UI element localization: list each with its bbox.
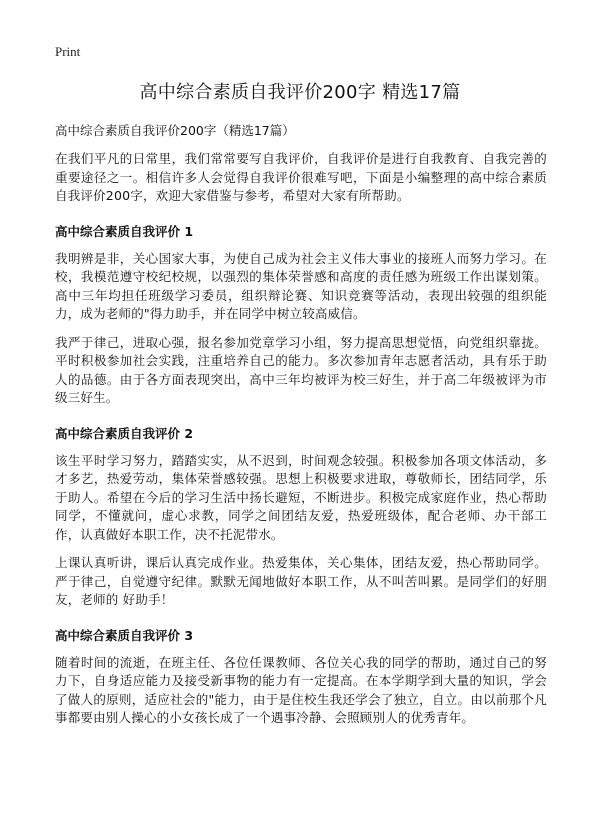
section-2-paragraph-1: 该生平时学习努力，踏踏实实，从不迟到，时间观念较强。积极参加各项文体活动，多才多艺，热爱劳动，集体荣誉感较强。思想上积极要求进取，尊敬师长，团结同学，乐于助人。希望在今后的学习生活中扬长避短，不断进步。积极完成家庭作业，热心帮助同学，不懂就问，虚心求教，同学之间团结友爱，热爱班级体，配合老师、办干部工作，认真做好本职工作，决不托泥带水。	[55, 452, 547, 542]
section-heading-2: 高中综合素质自我评价 2	[55, 425, 194, 441]
document-title: 高中综合素质自我评价200字 精选17篇	[139, 82, 461, 103]
section-1-paragraph-1: 我明辨是非，关心国家大事，为使自己成为社会主义伟大事业的接班人而努力学习。在校，我模范遵守校纪校规，以强烈的集体荣誉感和高度的责任感为班级工作出谋划策。高中三年均担任班级学习委员，组织辩论赛、知识竞赛等活动，表现出较强的组织能力，成为老师的"得力助手，并在同学中树立较高威信。	[55, 250, 547, 321]
section-heading-1: 高中综合素质自我评价 1	[55, 223, 194, 239]
intro-paragraph: 在我们平凡的日常里，我们常常要写自我评价，自我评价是进行自我教育、自我完善的重要途径之一。相信许多人会觉得自我评价很难写吧，下面是小编整理的高中综合素质自我评价200字，欢迎大家借鉴与参考，希望对大家有所帮助。	[55, 151, 547, 203]
document-body	[55, 122, 547, 738]
section-2-paragraph-2: 上课认真听讲，课后认真完成作业。热爱集体，关心集体，团结友爱，热心帮助同学。严于律己，自觉遵守纪律。默默无闻地做好本职工作，从不叫苦叫累。是同学们的好朋友，老师的 好助手！	[55, 555, 547, 607]
section-heading-3: 高中综合素质自我评价 3	[55, 627, 194, 643]
section-1-paragraph-2: 我严于律己，进取心强，报名参加党章学习小组，努力提高思想觉悟，向党组织靠拢。平时积极参加社会实践，注重培养自己的能力。多次参加青年志愿者活动，具有乐于助人的品德。由于各方面表现突出，高中三年均被评为校三好生，并于高二年级被评为市级三好生。	[55, 334, 547, 405]
document-subtitle: 高中综合素质自我评价200字（精选17篇）	[55, 123, 295, 138]
print-label: Print	[55, 44, 81, 59]
section-3-paragraph-1: 随着时间的流逝，在班主任、各位任课教师、各位关心我的同学的帮助，通过自己的努力下，自身适应能力及接受新事物的能力有一定提高。在本学期学到大量的知识，学会了做人的原则，适应社会的"能力，由于是住校生我还学会了独立，自立。由以前那个凡事都要由别人操心的小女孩长成了一个遇事冷静、会照顾别人的优秀青年。	[55, 654, 547, 725]
